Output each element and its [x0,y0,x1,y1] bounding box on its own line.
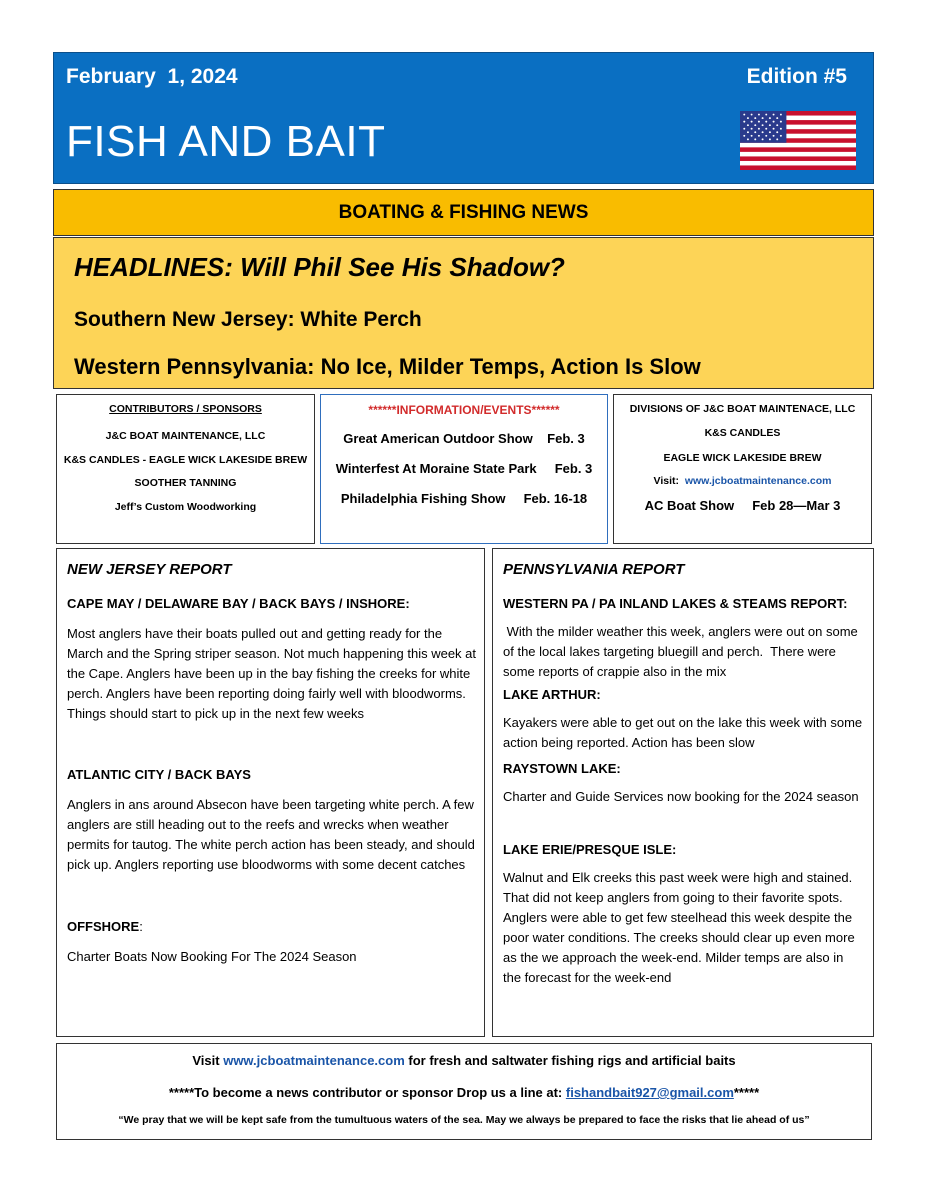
headlines-panel [53,237,874,389]
event-item: Great American Outdoor Show Feb. 3 [343,431,585,446]
division-line: K&S CANDLES [704,427,781,439]
footer-box [56,1043,872,1140]
footer-visit-line [57,1053,871,1068]
section-body: Charter Boats Now Booking For The 2024 Season [67,949,357,964]
issue-date: February 1, 2024 [66,65,238,88]
contributor-line: J&C BOAT MAINTENANCE, LLC [105,430,266,442]
section-title: WESTERN PA / PA INLAND LAKES & STEAMS REPORT: [503,596,848,611]
section-title: OFFSHORE [67,919,140,934]
event-item: Philadelphia Fishing Show Feb. 16-18 [340,491,588,506]
section-title-colon: : [139,919,143,934]
section-title: CAPE MAY / DELAWARE BAY / BACK BAYS / INSHORE: [67,596,410,611]
division-line: EAGLE WICK LAKESIDE BREW [663,452,822,464]
footer-website-link[interactable]: www.jcboatmaintenance.com [223,1053,405,1068]
edition-number: Edition #5 [746,65,847,88]
section-title: LAKE ERIE/PRESQUE ISLE: [503,842,677,857]
nj-report-heading: NEW JERSEY REPORT [67,561,232,578]
us-flag-icon [740,111,856,170]
footer-visit-prefix: Visit [192,1053,224,1068]
events-title: ******INFORMATION/EVENTS****** [368,403,560,417]
nj-report [56,548,485,1037]
event-item: Winterfest At Moraine State Park Feb. 3 [335,461,593,476]
divisions-title: DIVISIONS OF J&C BOAT MAINTENACE, LLC [629,403,856,415]
divisions-box [613,394,872,544]
newsletter-title: FISH AND BAIT [66,117,386,166]
footer-contrib-prefix: *****To become a news contributor or sponsor Drop us a line at: [168,1085,566,1100]
prayer-quote: “We pray that we will be kept safe from the tumultuous waters of the sea. May we always be prepared to face the risks that lie ahead of us” [118,1114,810,1126]
section-title: ATLANTIC CITY / BACK BAYS [67,767,251,782]
section-banner: BOATING & FISHING NEWS [53,189,874,236]
section-title: RAYSTOWN LAKE: [503,761,621,776]
contributors-box [56,394,315,544]
section-body: Kayakers were able to get out on the lake this week with some action being reported. Action has been slow [503,715,863,750]
section-body: Walnut and Elk creeks this past week were high and stained. That did not keep anglers from going to their favorite spots. Anglers were able to get few steelhead this week despite the poor water conditions. The creeks should clear up even more as the we approach the week-end. Milder temps are also in the forecast for the week-end [503,870,855,985]
footer-contributor-line [57,1085,871,1100]
section-body: Charter and Guide Services now booking for the 2024 season [503,789,859,804]
nj-headline: Southern New Jersey: White Perch [74,308,422,331]
footer-contrib-suffix: ***** [733,1085,760,1100]
contributor-line: SOOTHER TANNING [134,477,237,489]
contributor-line: K&S CANDLES - EAGLE WICK LAKESIDE BREW [63,454,308,466]
visit-label: Visit: [653,475,685,487]
footer-visit-suffix: for fresh and saltwater fishing rigs and artificial baits [404,1053,736,1068]
website-link[interactable]: www.jcboatmaintenance.com [684,475,832,487]
masthead [53,52,874,184]
contributor-line: Jeff’s Custom Woodworking [114,501,257,513]
divisions-visit [614,475,871,487]
section-body: With the milder weather this week, anglers were out on some of the local lakes targeting bluegill and perch. There were some reports of crappie also in the mix [503,624,862,679]
boat-show-line: AC Boat Show Feb 28—Mar 3 [644,498,841,513]
email-link[interactable]: fishandbait927@gmail.com [565,1085,734,1100]
section-body: Most anglers have their boats pulled out and getting ready for the March and the Spring striper season. Not much happening this week at the Cape. Anglers have been up in the bay fishing the creeks for white perch. Anglers have been reporting doing fairly well with bloodworms. Things should start to pick up in the next few weeks [67,626,477,721]
contributors-title: CONTRIBUTORS / SPONSORS [109,403,262,415]
section-body: Anglers in ans around Absecon have been targeting white perch. A few anglers are still heading out to the reefs and wrecks when weather permits for tautog. The white perch action has been steady, and should pick up. Anglers reporting use bloodworms with some decent catches [67,797,475,872]
section-title: LAKE ARTHUR: [503,687,601,702]
pa-report-heading: PENNSYLVANIA REPORT [503,561,685,578]
main-headline: HEADLINES: Will Phil See His Shadow? [74,252,565,282]
pa-headline: Western Pennsylvania: No Ice, Milder Temps, Action Is Slow [74,354,701,379]
events-box [320,394,608,544]
pa-report [492,548,874,1037]
section-title-wrap [67,919,143,934]
